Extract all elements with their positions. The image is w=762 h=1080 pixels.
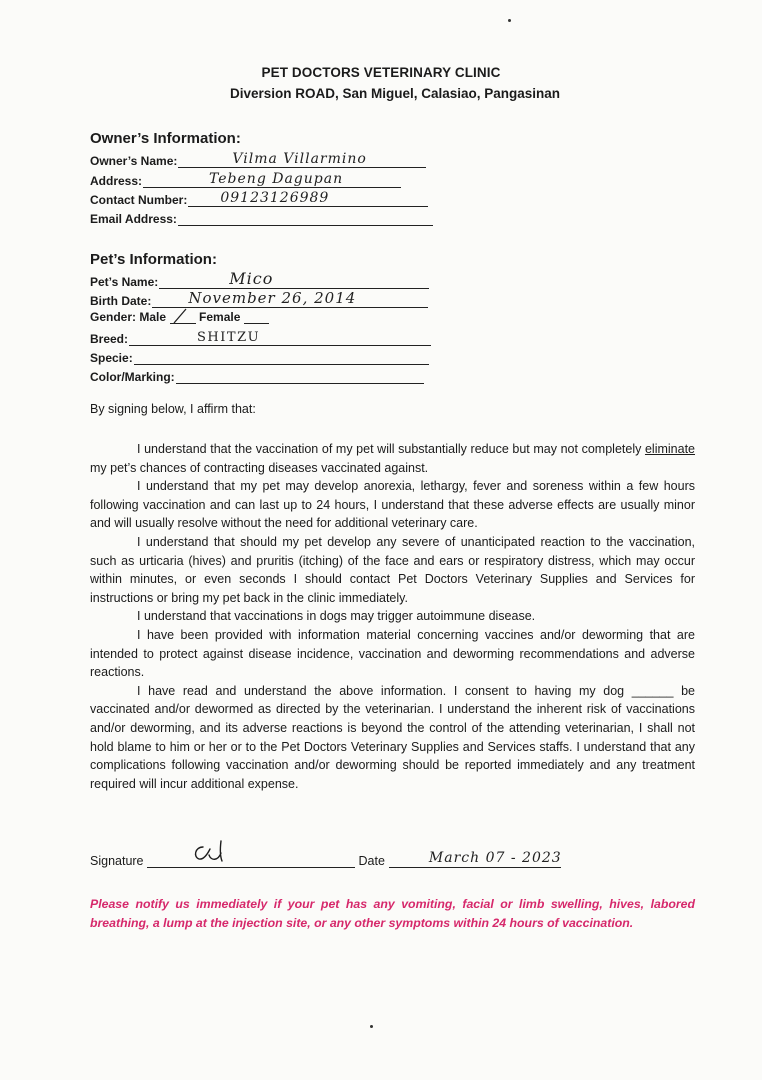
clinic-address: Diversion ROAD, San Miguel, Calasiao, Pangasinan [229, 86, 561, 101]
email-label: Email Address: [90, 212, 177, 226]
color-marking-field [90, 366, 424, 384]
consent-paragraph: I understand that should my pet develop any severe of unanticipated reaction to the vaccination, such as urticaria (hives) and pruritis (itching) of the face and ears or respiratory distress, which may occur within minutes, or even seconds I should contact Pet Doctors Veterinary Supplies and Services for instructions or bring my pet back in the clinic immediately. [90, 534, 695, 605]
check-mark-icon [172, 308, 190, 324]
owner-section-title: Owner’s Information: [90, 130, 241, 147]
pet-name-label: Pet’s Name: [90, 275, 159, 289]
birth-date-line[interactable] [152, 289, 428, 308]
consent-paragraph: I have read and understand the above information. I consent to having my dog ______ be vaccinated and/or dewormed as directed by the veterinarian. I understand the inherent risk of vaccinations and/or deworming, and its adverse reactions is beyond the control of the attending veterinarian, I shall not hold blame to him or her or to the Pet Doctors Veterinary Supplies and Services staffs. I understand that any complications following vaccination and/or deworming should be reported immediately and any treatment required will incur additional expense. [90, 683, 695, 791]
pet-name-line[interactable] [159, 269, 429, 289]
color-marking-line[interactable] [176, 370, 424, 384]
owner-name-value: Vilma Villarmino [232, 151, 367, 167]
consent-paragraph [90, 440, 695, 477]
owner-name-line[interactable] [178, 151, 426, 168]
contact-value: 09123126989 [220, 190, 330, 206]
specie-line[interactable] [134, 351, 429, 365]
scan-speck [508, 19, 511, 22]
consent-paragraph: I understand that my pet may develop anorexia, lethargy, fever and soreness within a few hours following vaccination and can last up to 24 hours, I understand that these adverse effects are usually minor and will usually resolve without the need for additional veterinary care. [90, 479, 695, 531]
consent-text: I understand that the vaccination of my pet will substantially reduce but may not completely [137, 442, 645, 456]
breed-value: SHITZU [197, 330, 261, 345]
breed-label: Breed: [90, 332, 129, 346]
consent-text: my pet’s chances of contracting diseases vaccinated against. [90, 460, 429, 475]
contact-field [90, 189, 428, 207]
consent-body [90, 440, 695, 793]
email-field [90, 208, 433, 226]
signature-line[interactable] [147, 852, 355, 868]
breed-line[interactable] [129, 332, 431, 346]
gender-male-label: Gender: Male [90, 310, 167, 324]
consent-underlined-word: eliminate [644, 442, 695, 456]
gender-female-label: Female [199, 310, 241, 324]
signature-scribble-icon [191, 839, 231, 867]
gender-male-checkbox[interactable] [170, 310, 196, 324]
clinic-name: PET DOCTORS VETERINARY CLINIC [261, 65, 501, 80]
date-line[interactable] [389, 852, 561, 868]
date-value: March 07 - 2023 [428, 850, 562, 866]
address-value: Tebeng Dagupan [209, 171, 344, 187]
birth-date-value: November 26, 2014 [188, 289, 357, 307]
birth-date-field [90, 290, 428, 308]
scan-speck [370, 1025, 373, 1028]
breed-field [90, 328, 431, 346]
pet-name-value: Mico [229, 269, 274, 288]
address-field [90, 170, 401, 188]
specie-field [90, 347, 429, 365]
owner-name-field [90, 150, 426, 168]
gender-female-checkbox[interactable] [244, 310, 269, 324]
affirm-intro: By signing below, I affirm that: [90, 402, 256, 416]
pet-name-field [90, 271, 429, 289]
signature-row [90, 852, 561, 868]
address-label: Address: [90, 174, 143, 188]
notice-text: Please notify us immediately if your pet has any vomiting, facial or limb swelling, hives, labored breathing, a lump at the injection site, or any other symptoms within 24 hours of vaccination. [90, 897, 695, 930]
gender-field [90, 310, 269, 324]
owner-name-label: Owner’s Name: [90, 154, 178, 168]
birth-date-label: Birth Date: [90, 294, 152, 308]
pet-section-title: Pet’s Information: [90, 251, 217, 268]
email-line[interactable] [178, 212, 433, 226]
signature-label: Signature [90, 854, 144, 868]
contact-label: Contact Number: [90, 193, 188, 207]
contact-line[interactable] [188, 190, 428, 207]
consent-paragraph: I have been provided with information material concerning vaccines and/or deworming that are intended to protect against disease incidence, vaccination and deworming recommendations and adverse reactions. [90, 627, 695, 680]
specie-label: Specie: [90, 351, 133, 365]
color-marking-label: Color/Marking: [90, 370, 175, 384]
address-line[interactable] [143, 171, 401, 188]
consent-paragraph: I understand that vaccinations in dogs may trigger autoimmune disease. [137, 609, 536, 624]
date-label: Date [358, 854, 385, 868]
